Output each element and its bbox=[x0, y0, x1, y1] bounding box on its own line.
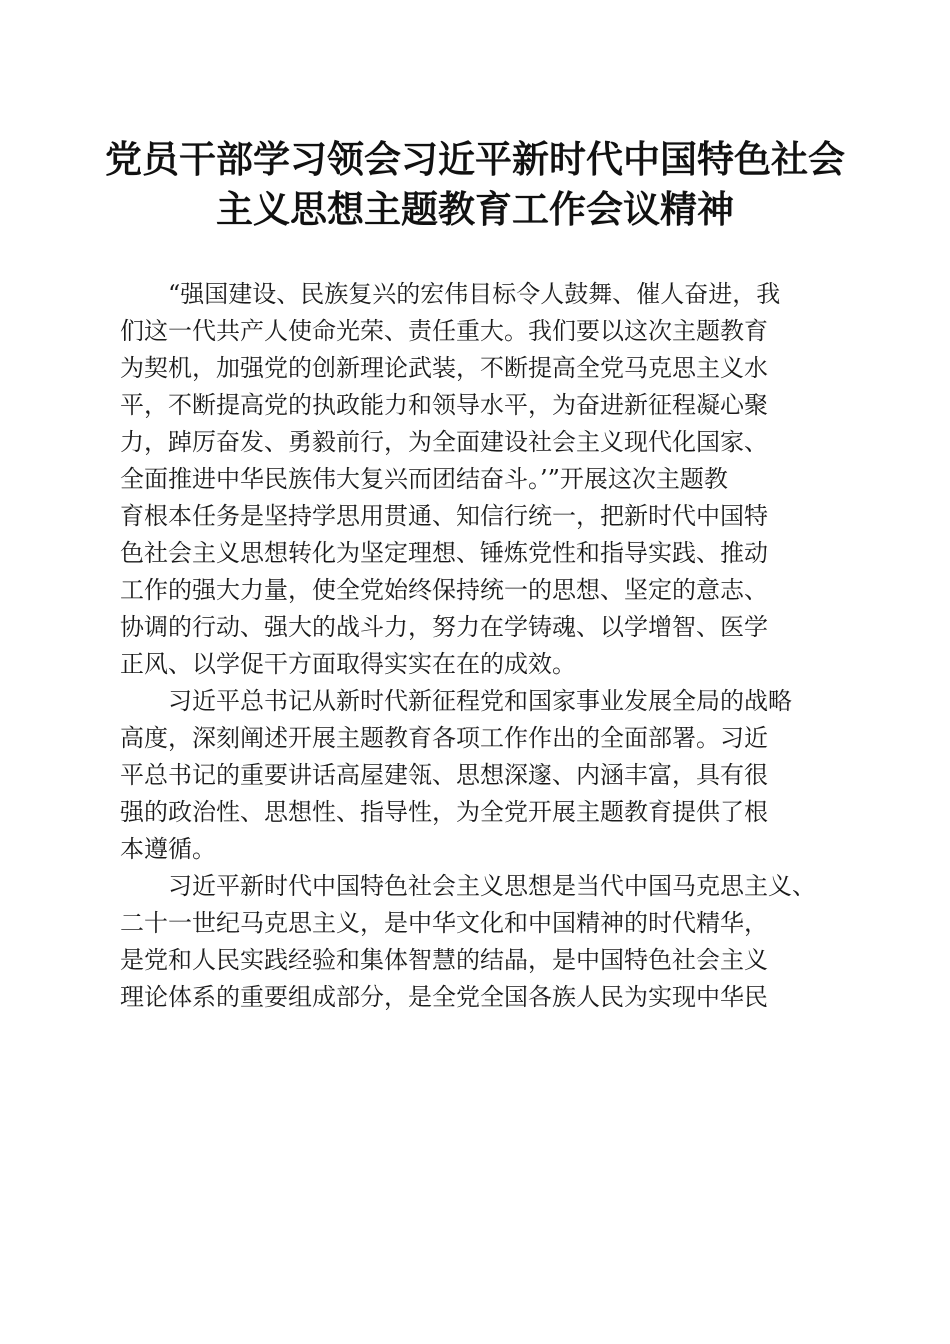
text-line: 高度，深刻阐述开展主题教育各项工作作出的全面部署。习近 bbox=[120, 724, 768, 752]
text-line: 强的政治性、思想性、指导性，为全党开展主题教育提供了根 bbox=[120, 798, 768, 826]
text-line: “强国建设、民族复兴的宏伟目标令人鼓舞、催人奋进，我 bbox=[120, 280, 781, 308]
text-line: 协调的行动、强大的战斗力，努力在学铸魂、以学增智、医学 bbox=[120, 613, 768, 641]
document-body bbox=[120, 276, 836, 1016]
text-line: 二十一世纪马克思主义，是中华文化和中国精神的时代精华， bbox=[120, 909, 768, 937]
paragraph-3 bbox=[120, 868, 836, 1016]
document-title bbox=[100, 134, 850, 234]
text-line: 平总书记的重要讲话高屋建瓴、思想深邃、内涵丰富，具有很 bbox=[120, 761, 768, 789]
paragraph-2 bbox=[120, 683, 836, 868]
text-line: 习近平新时代中国特色社会主义思想是当代中国马克思主义、 bbox=[120, 872, 816, 900]
text-line: 为契机，加强党的创新理论武装，不断提高全党马克思主义水 bbox=[120, 354, 768, 382]
text-line: 本遵循。 bbox=[120, 835, 216, 863]
text-line: 色社会主义思想转化为坚定理想、锤炼党性和指导实践、推动 bbox=[120, 539, 768, 567]
text-line: 是党和人民实践经验和集体智慧的结晶，是中国特色社会主义 bbox=[120, 946, 768, 974]
text-line: 育根本任务是坚持学思用贯通、知信行统一，把新时代中国特 bbox=[120, 502, 768, 530]
text-line: 力，踔厉奋发、勇毅前行，为全面建设社会主义现代化国家、 bbox=[120, 428, 768, 456]
text-line: 工作的强大力量，使全党始终保持统一的思想、坚定的意志、 bbox=[120, 576, 768, 604]
text-line: 平，不断提高党的执政能力和领导水平，为奋进新征程凝心聚 bbox=[120, 391, 768, 419]
paragraph-1 bbox=[120, 276, 836, 683]
text-line: 们这一代共产人使命光荣、责任重大。我们要以这次主题教育 bbox=[120, 317, 768, 345]
title-line: 党员干部学习领会习近平新时代中国特色社会 bbox=[105, 137, 845, 181]
text-line: 正风、以学促干方面取得实实在在的成效。 bbox=[120, 650, 576, 678]
text-line: 习近平总书记从新时代新征程党和国家事业发展全局的战略 bbox=[120, 687, 792, 715]
text-line: 全面推进中华民族伟大复兴而团结奋斗。’”开展这次主题教 bbox=[120, 465, 728, 493]
title-line: 主义思想主题教育工作会议精神 bbox=[216, 187, 734, 231]
text-line: 理论体系的重要组成部分，是全党全国各族人民为实现中华民 bbox=[120, 983, 768, 1011]
